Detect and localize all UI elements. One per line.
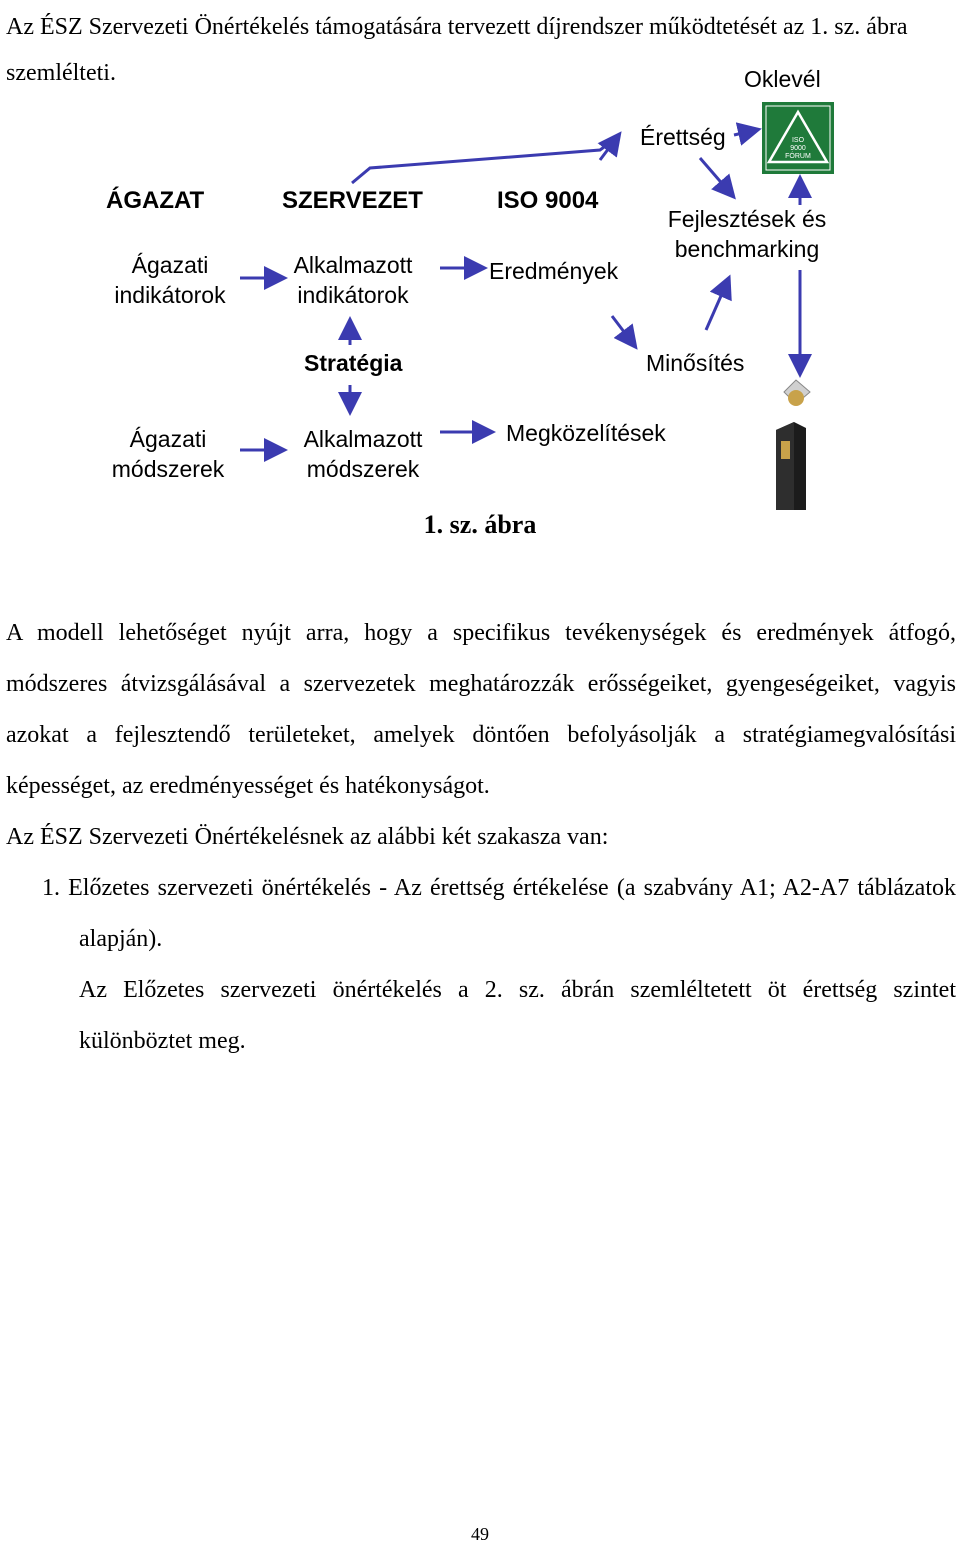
- arrow-erettseg-to-oklevel: [734, 130, 756, 135]
- header-szervezet: SZERVEZET: [282, 187, 423, 214]
- label-strategia: Stratégia: [304, 350, 403, 376]
- figure-1: [0, 0, 960, 560]
- page-number: 49: [471, 1524, 489, 1544]
- intro-text: Az ÉSZ Szervezeti Önértékelés támogatására tervezett díjrendszer működtetését az 1. sz. ábra szemlélteti.: [6, 14, 908, 86]
- label-minosites: Minősítés: [646, 350, 745, 376]
- logo-text-9000: 9000: [790, 145, 806, 152]
- arrow-eredmenyek-to-minosites: [612, 316, 634, 345]
- label-alkalmazott-modszerek: Alkalmazott módszerek: [303, 426, 423, 482]
- label-erettseg: Érettség: [640, 124, 726, 150]
- arrow-minosites-to-fejlesztesek: [706, 280, 728, 330]
- logo-text-forum: FÓRUM: [785, 153, 811, 160]
- header-agazat: ÁGAZAT: [106, 187, 205, 214]
- logo-text-iso: ISO: [791, 137, 805, 144]
- label-alkalmazott-indikatorok: Alkalmazott indikátorok: [293, 252, 413, 308]
- list-item-1-continuation: Az Előzetes szervezeti önértékelés a 2. sz. ábrán szemléltetett öt érettség szintet különböztet meg.: [79, 977, 956, 1054]
- label-agazati-modszerek: Ágazati módszerek: [111, 426, 225, 482]
- body-text: [6, 608, 956, 1067]
- label-fejlesztesek: Fejlesztések és benchmarking: [667, 206, 827, 262]
- list-item-1: 1. Előzetes szervezeti önértékelés - Az érettség értékelése (a szabvány A1; A2-A7 táblázatok alapján).: [42, 875, 956, 952]
- iso-forum-logo: [762, 102, 834, 174]
- trophy-image: [776, 380, 810, 510]
- arrow-erettseg-to-fejlesztesek: [700, 158, 732, 195]
- arrow-to-erettseg-line: [352, 137, 618, 183]
- header-iso-9004: ISO 9004: [497, 187, 599, 214]
- paragraph-stages: Az ÉSZ Szervezeti Önértékelésnek az alábbi két szakasza van:: [6, 824, 609, 850]
- figure-caption: 1. sz. ábra: [423, 510, 537, 539]
- label-megkozelitesek: Megközelítések: [506, 420, 666, 446]
- paragraph-model: A modell lehetőséget nyújt arra, hogy a specifikus tevékenységek és eredmények átfogó, módszeres átvizsgálásával a szervezetek meghatározzák erősségeiket, gyengeségeiket, vagyis azokat a fejlesztendő területeket, amelyek döntően befolyásolják a stratégiamegvalósítási képességet, az eredményességet és hatékonyságot.: [6, 620, 956, 799]
- label-oklevel: Oklevél: [744, 66, 821, 92]
- label-agazati-indikatorok: Ágazati indikátorok: [114, 252, 226, 308]
- label-eredmenyek: Eredmények: [489, 258, 619, 284]
